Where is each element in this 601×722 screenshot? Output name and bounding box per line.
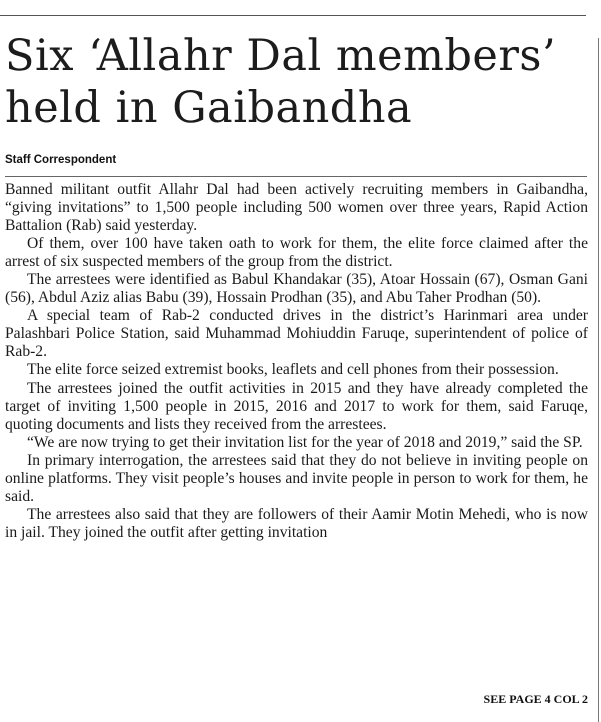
paragraph: Banned militant outfit Allahr Dal had been actively recruiting members in Gaibandha, “giving invitations” to 1,500 people including 500 women over three years, Rapid Action Battalion (Rab) said yesterday. bbox=[5, 181, 588, 235]
article-body bbox=[5, 181, 588, 542]
byline-rule bbox=[5, 176, 587, 177]
column-rule bbox=[598, 38, 599, 722]
paragraph: Of them, over 100 have taken oath to work for them, the elite force claimed after the arrest of six suspected members of the group from the district. bbox=[5, 235, 588, 271]
headline: Six ‘Allahr Dal members’ held in Gaibandha bbox=[5, 31, 557, 133]
paragraph: A special team of Rab-2 conducted drives in the district’s Harinmari area under Palashbari Police Station, said Muhammad Mohiuddin Faruqe, superintendent of police of Rab-2. bbox=[5, 307, 588, 361]
paragraph: In primary interrogation, the arrestees said that they do not believe in inviting people on online platforms. They visit people’s houses and invite people in person to work for them, he said. bbox=[5, 451, 588, 505]
continuation-jump: SEE PAGE 4 COL 2 bbox=[483, 692, 588, 706]
paragraph: The arrestees also said that they are followers of their Aamir Motin Mehedi, who is now in jail. They joined the outfit after getting invitation bbox=[5, 505, 588, 541]
paragraph: The elite force seized extremist books, leaflets and cell phones from their possession. bbox=[27, 361, 559, 379]
byline: Staff Correspondent bbox=[5, 154, 117, 166]
top-rule bbox=[0, 15, 586, 16]
paragraph: The arrestees were identified as Babul Khandakar (35), Atoar Hossain (67), Osman Gani (56), Abdul Aziz alias Babu (39), Hossain Prodhan (35), and Abu Taher Prodhan (50). bbox=[5, 271, 588, 307]
paragraph: “We are now trying to get their invitation list for the year of 2018 and 2019,” said the SP. bbox=[27, 433, 583, 451]
paragraph: The arrestees joined the outfit activities in 2015 and they have already completed the target of inviting 1,500 people in 2015, 2016 and 2017 to work for them, said Faruqe, quoting documents and lists they received from the arrestees. bbox=[5, 379, 588, 433]
